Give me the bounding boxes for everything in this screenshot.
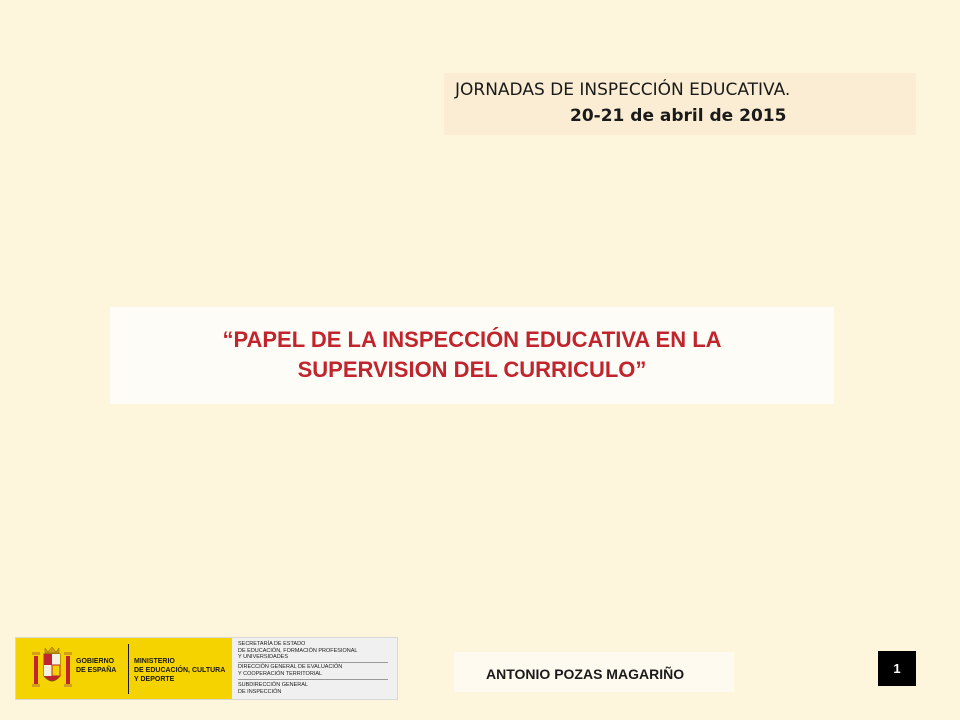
ministry-label: MINISTERIO DE EDUCACIÓN, CULTURA Y DEPORTE — [134, 658, 226, 683]
ministry-logo — [15, 637, 398, 700]
secretaria-line-3: Y UNIVERSIDADES — [238, 654, 289, 660]
secretaria-line-2: DE EDUCACIÓN, FORMACIÓN PROFESIONAL — [238, 647, 358, 654]
coat-of-arms-icon — [30, 646, 74, 692]
author-name: ANTONIO POZAS MAGARIÑO — [486, 666, 685, 682]
logo-separator — [238, 679, 388, 680]
logo-separator — [238, 662, 388, 663]
logo-divider — [128, 644, 129, 694]
page-number: 1 — [878, 651, 916, 686]
government-label: GOBIERNO DE ESPAÑA — [76, 658, 117, 674]
author-box — [454, 652, 734, 692]
title-line-1: “PAPEL DE LA INSPECCIÓN EDUCATIVA EN LA — [222, 327, 722, 352]
direccion-line-1: DIRECCIÓN GENERAL DE EVALUACIÓN — [238, 664, 343, 670]
title-line-2: SUPERVISION DEL CURRICULO” — [297, 357, 647, 382]
secretaria-line-1: SECRETARÍA DE ESTADO — [238, 641, 306, 647]
event-title: JORNADAS DE INSPECCIÓN EDUCATIVA. — [455, 80, 791, 100]
subdireccion-line-1: SUBDIRECCIÓN GENERAL — [238, 682, 308, 688]
direccion-line-2: Y COOPERACIÓN TERRITORIAL — [238, 670, 323, 677]
presentation-title — [110, 307, 834, 404]
event-header — [444, 73, 916, 135]
logo-yellow-panel — [16, 638, 232, 699]
subdireccion-line-2: DE INSPECCIÓN — [238, 688, 282, 695]
logo-department-panel — [232, 638, 397, 699]
event-date: 20-21 de abril de 2015 — [570, 106, 787, 126]
